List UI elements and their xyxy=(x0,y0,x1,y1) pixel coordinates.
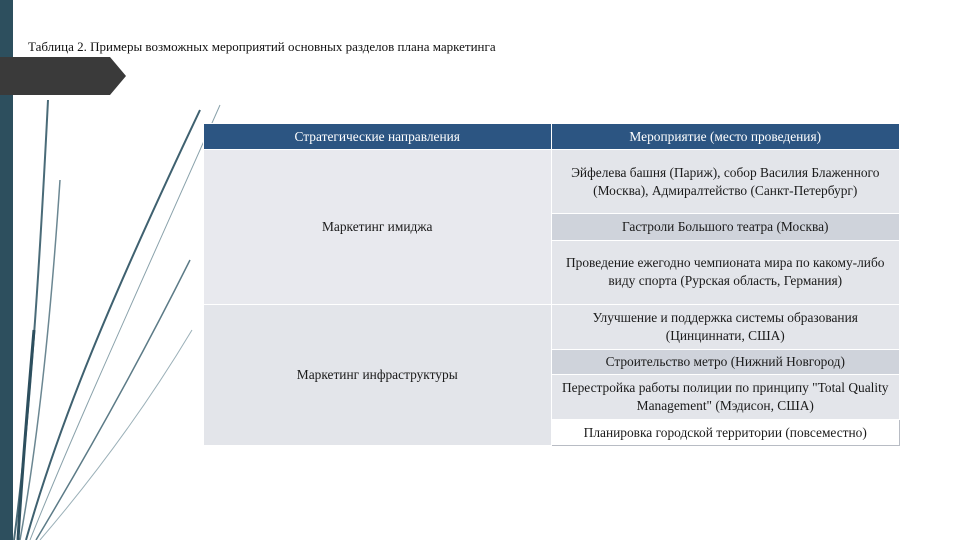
header-events: Мероприятие (место проведения) xyxy=(551,124,900,150)
direction-infrastructure-marketing: Маркетинг инфраструктуры xyxy=(204,305,552,446)
event-cell: Строительство метро (Нижний Новгород) xyxy=(551,349,900,375)
table-row xyxy=(204,305,900,350)
event-cell: Проведение ежегодно чемпионата мира по какому-либо виду спорта (Рурская область, Германия) xyxy=(551,240,900,304)
slide-title: Таблица 2. Примеры возможных мероприятий основных разделов плана маркетинга xyxy=(28,39,496,54)
direction-image-marketing: Маркетинг имиджа xyxy=(204,150,552,305)
event-cell: Эйфелева башня (Париж), собор Василия Блаженного (Москва), Адмиралтейство (Санкт-Петербург) xyxy=(551,150,900,214)
event-cell: Перестройка работы полиции по принципу "Total Quality Management" (Мэдисон, США) xyxy=(551,375,900,420)
header-strategic-directions: Стратегические направления xyxy=(204,124,552,150)
title-arrow-tab xyxy=(0,57,126,95)
event-cell: Гастроли Большого театра (Москва) xyxy=(551,214,900,240)
event-cell: Улучшение и поддержка системы образования (Цинциннати, США) xyxy=(551,305,900,350)
table-row xyxy=(204,150,900,214)
table-header-row xyxy=(204,124,900,150)
event-cell: Планировка городской территории (повсеместно) xyxy=(551,420,900,446)
marketing-plan-table xyxy=(203,123,900,446)
